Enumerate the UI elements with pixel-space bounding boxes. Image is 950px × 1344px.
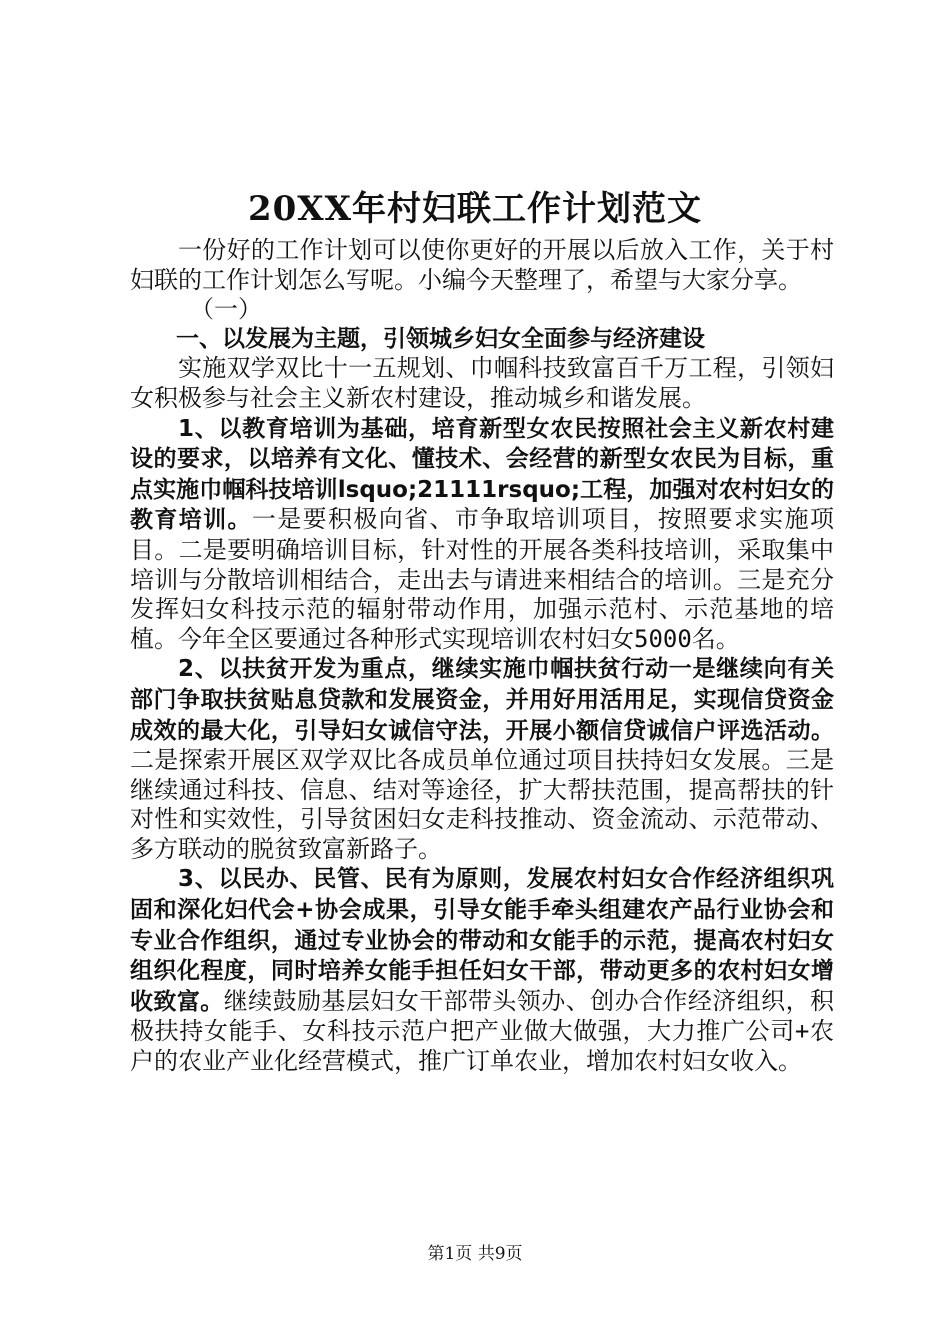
item-lead: 1、以教育培训为基础，培育新型女农民按照社会主义新农村建设的要求，以培养有文化、懂技术、会经营的新型女农民为目标，重点实施巾帼科技培训lsquo;21111rsquo;工程，加强对农村妇女的教育培训。 xyxy=(130,415,834,534)
list-item xyxy=(130,414,834,655)
item-body: 一是要积极向省、市争取培训项目，按照要求实施项目。二是要明确培训目标，针对性的开展各类科技培训，采取集中培训与分散培训相结合，走出去与请进来相结合的培训。三是充分发挥妇女科技示范的辐射带动作用，加强示范村、示范基地的培植。今年全区要通过各种形式实现培训农村妇女5000名。 xyxy=(130,505,835,653)
section-marker: （一） xyxy=(190,295,262,324)
item-lead: 2、以扶贫开发为重点，继续实施巾帼扶贫行动一是继续向有关部门争取扶贫贴息贷款和发展资金，并用好用活用足，实现信贷资金成效的最大化，引导妇女诚信守法，开展小额信贷诚信户评选活动。 xyxy=(130,656,834,744)
document-title: 20XX年村妇联工作计划范文 xyxy=(247,189,703,229)
section-heading: 一、以发展为主题，引领城乡妇女全面参与经济建设 xyxy=(176,325,705,352)
item-body: 二是探索开展区双学双比各成员单位通过项目扶持妇女发展。三是继续通过科技、信息、结对等途径，扩大帮扶范围，提高帮扶的针对性和实效性，引导贫困妇女走科技推动、资金流动、示范带动、多方联动的脱贫致富新路子。 xyxy=(130,746,834,863)
page-footer: 第1页 共9页 xyxy=(427,1244,523,1264)
intro-paragraph: 一份好的工作计划可以使你更好的开展以后放入工作，关于村妇联的工作计划怎么写呢。小编今天整理了，希望与大家分享。 xyxy=(130,236,834,294)
document-body xyxy=(130,236,834,1077)
item-lead: 3、以民办、民管、民有为原则，发展农村妇女合作经济组织巩固和深化妇代会+协会成果，引导女能手牵头组建农产品行业协会和专业合作组织，通过专业协会的带动和女能手的示范，提高农村妇女组织化程度，同时培养女能手担任妇女干部，带动更多的农村妇女增收致富。 xyxy=(130,866,834,1015)
section-summary: 实施双学双比十一五规划、巾帼科技致富百千万工程，引领妇女积极参与社会主义新农村建设，推动城乡和谐发展。 xyxy=(130,354,834,412)
list-item xyxy=(130,654,834,864)
list-item xyxy=(130,864,834,1076)
item-body: 继续鼓励基层妇女干部带头领办、创办合作经济组织，积极扶持女能手、女科技示范户把产业做大做强，大力推广公司+农户的农业产业化经营模式，推广订单农业，增加农村妇女收入。 xyxy=(130,986,835,1076)
